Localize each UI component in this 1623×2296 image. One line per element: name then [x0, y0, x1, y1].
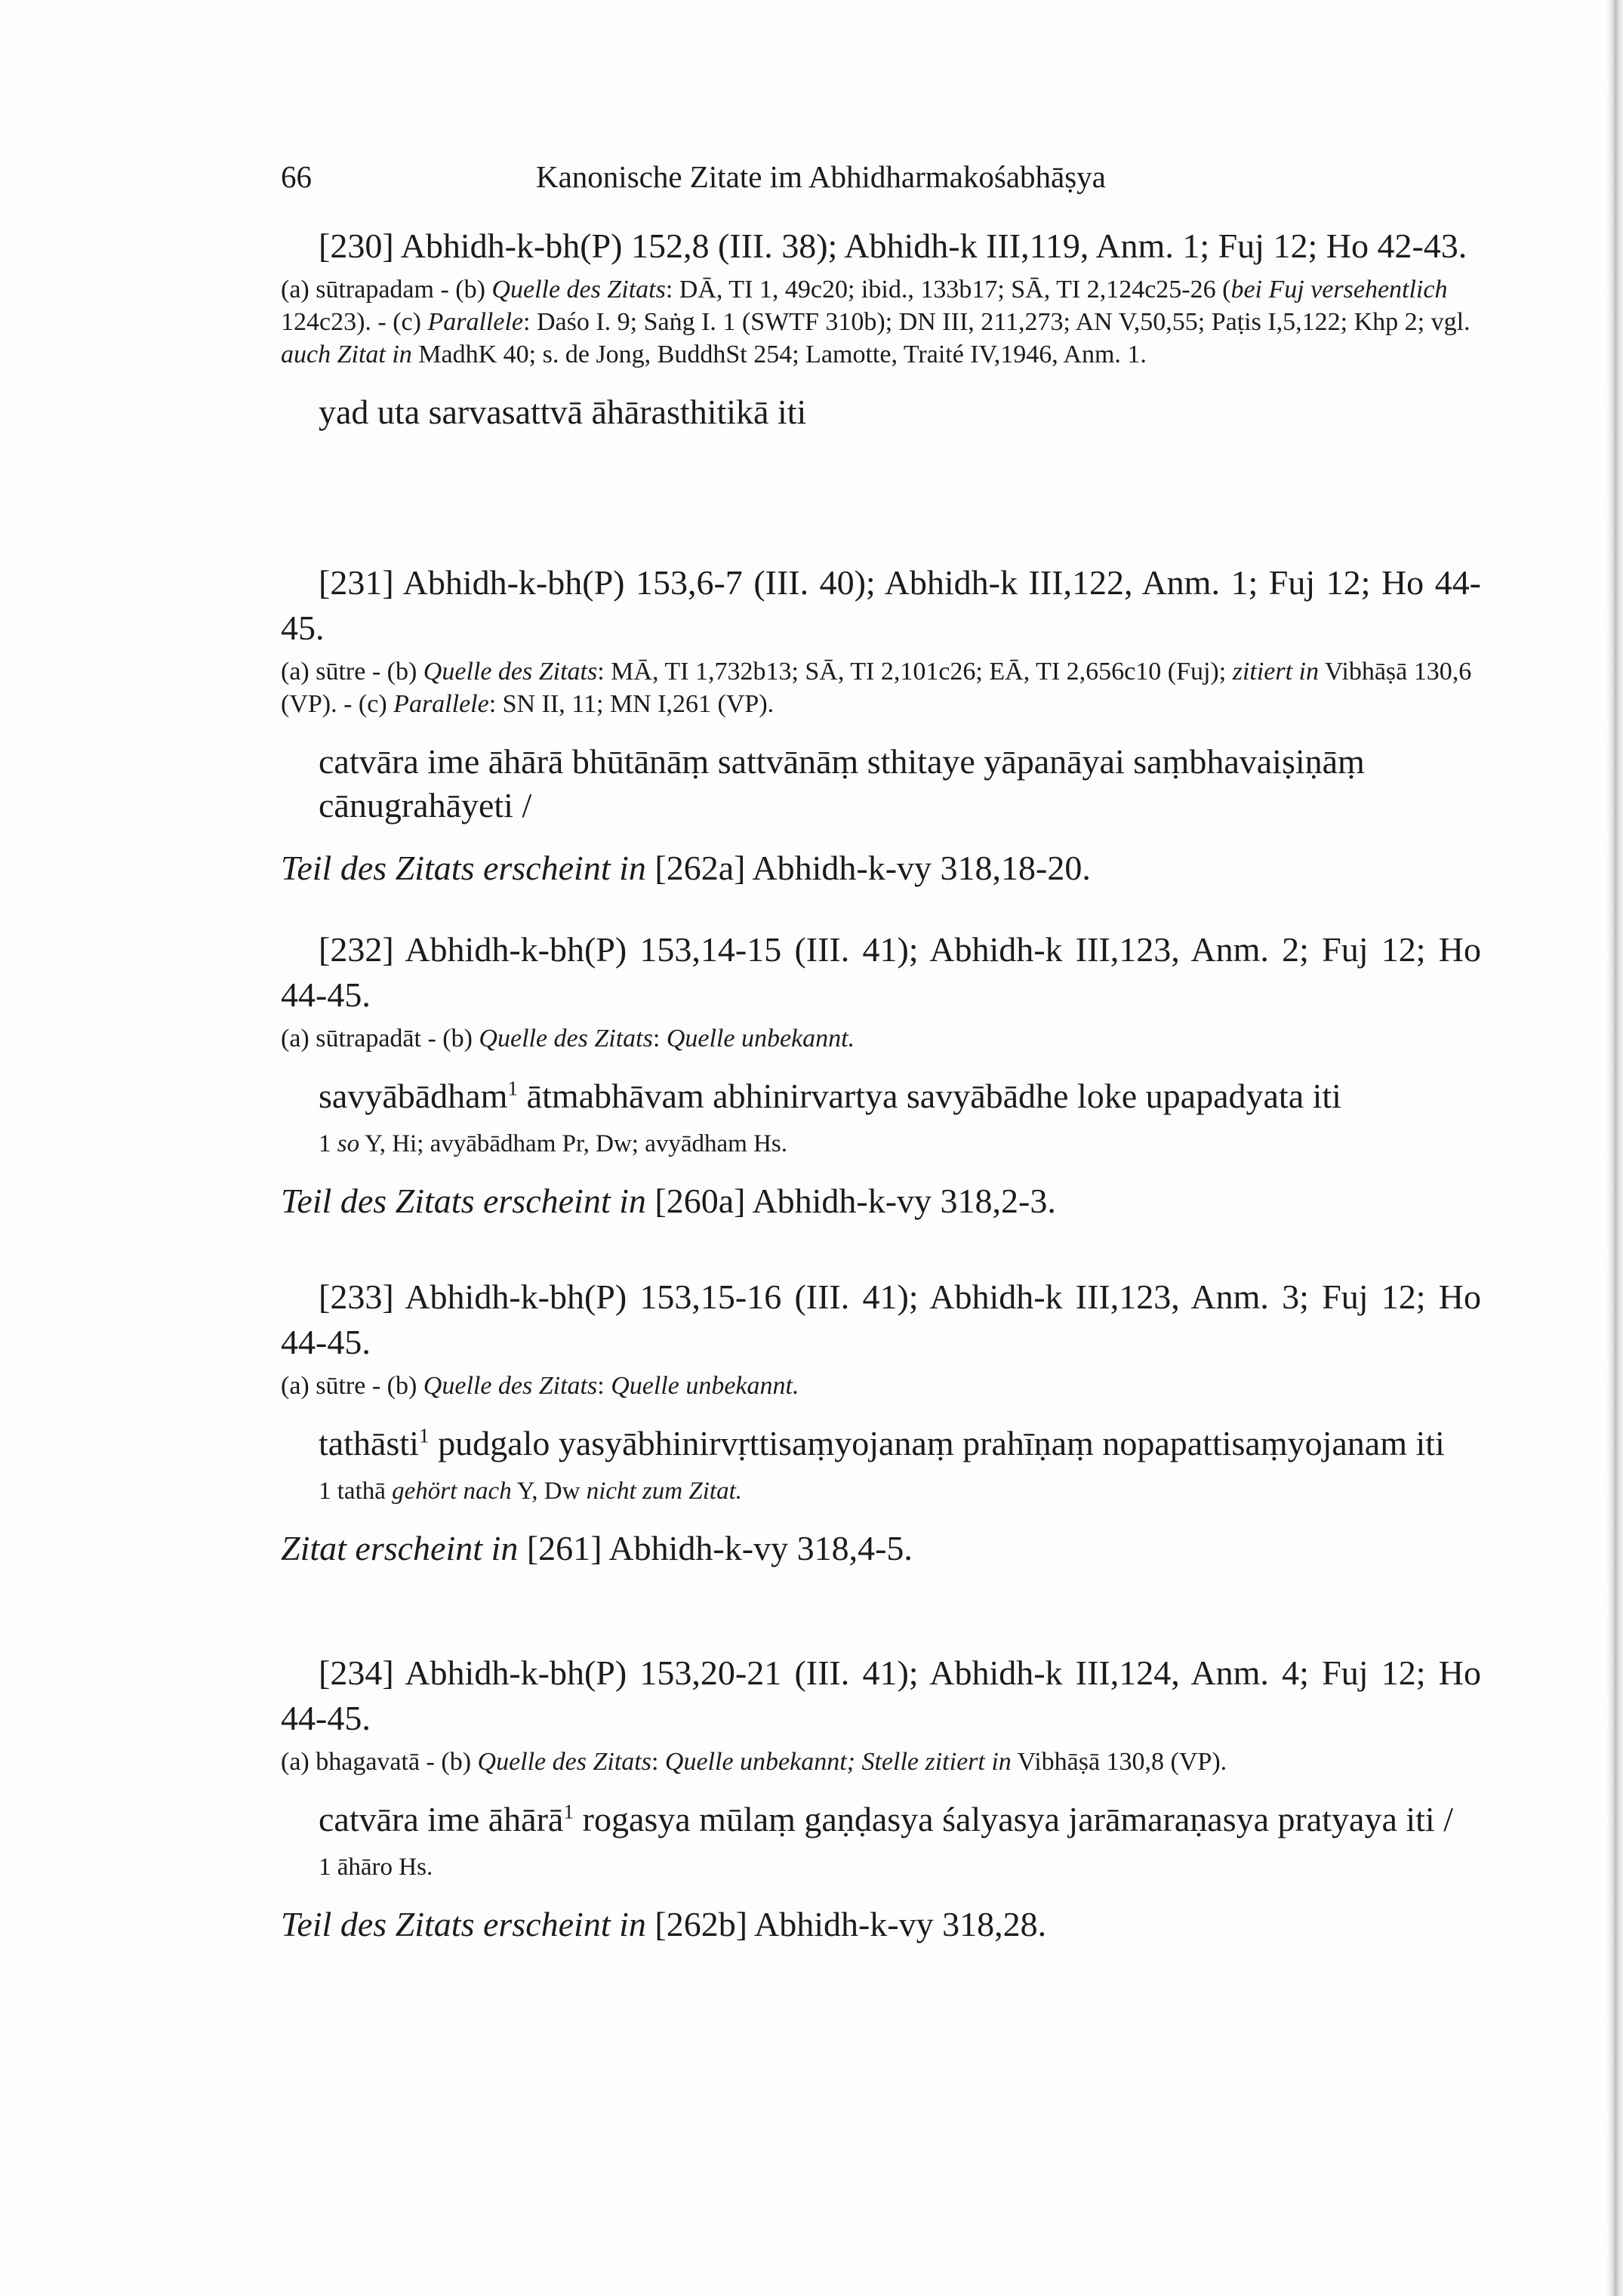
entry-heading: [230] Abhidh-k-bh(P) 152,8 (III. 38); Abhidh-k III,119, Anm. 1; Fuj 12; Ho 42-43.	[319, 227, 1467, 265]
scan-edge	[1606, 0, 1623, 2296]
entry-234	[281, 1650, 1481, 1947]
quote-text: catvāra ime āhārā$^1$ rogasya mūlaṃ gaṇḍasya śalyasya jarāmaraṇasya pratyaya iti /	[319, 1799, 1453, 1838]
footnote: 1 so Y, Hi; avyābādham Pr, Dw; avyādham Hs.	[319, 1130, 788, 1157]
entry-notes: (a) sūtrapadāt - (b) Quelle des Zitats: Quelle unbekannt.	[281, 1025, 855, 1052]
appears-in: Zitat erscheint in [261] Abhidh-k-vy 318,4-5.	[281, 1529, 913, 1567]
entry-notes: (a) sūtre - (b) Quelle des Zitats: Quelle unbekannt.	[281, 1372, 799, 1400]
entry-heading: [232] Abhidh-k-bh(P) 153,14-15 (III. 41); Abhidh-k III,123, Anm. 2; Fuj 12; Ho 44-45.	[281, 930, 1481, 1014]
appears-in: Teil des Zitats erscheint in [262b] Abhidh-k-vy 318,28.	[281, 1905, 1047, 1943]
quote-text: savyābādham$^1$ ātmabhāvam abhinirvartya savyābādhe loke upapadyata iti	[319, 1076, 1341, 1115]
entry-notes: (a) sūtrapadam - (b) Quelle des Zitats: DĀ, TI 1, 49c20; ibid., 133b17; SĀ, TI 2,124c25-26 (bei Fuj versehentlich 124c23). - (c) Parallele: Daśo I. 9; Saṅg I. 1 (SWTF 310b); DN III, 211,273; AN V,50,55; Paṭis I,5,122; Khp 2; vgl. auch Zitat in MadhK 40; s. de Jong, BuddhSt 254; Lamotte, Traité IV,1946, Anm. 1.	[281, 276, 1471, 368]
appears-in: Teil des Zitats erscheint in [262a] Abhidh-k-vy 318,18-20.	[281, 849, 1091, 887]
entry-232	[281, 927, 1481, 1224]
quote-text: catvāra ime āhārā bhūtānāṃ sattvānāṃ sthitaye yāpanāyai saṃbhavaiṣiṇāṃ cānugrahāyeti /	[319, 742, 1365, 824]
entry-heading: [234] Abhidh-k-bh(P) 153,20-21 (III. 41); Abhidh-k III,124, Anm. 4; Fuj 12; Ho 44-45.	[281, 1653, 1481, 1737]
entry-233	[281, 1274, 1481, 1571]
entry-231	[281, 560, 1481, 891]
running-title: Kanonische Zitate im Abhidharmakośabhāṣya	[536, 159, 1106, 194]
entry-230	[281, 223, 1481, 443]
footnote: 1 āhāro Hs.	[319, 1854, 433, 1881]
quote-text: tathāsti$^1$ pudgalo yasyābhinirvṛttisaṃyojanaṃ prahīṇaṃ nopapattisaṃyojanam iti	[319, 1423, 1445, 1462]
quote-text: yad uta sarvasattvā āhārasthitikā iti	[319, 393, 807, 431]
entry-notes: (a) sūtre - (b) Quelle des Zitats: MĀ, TI 1,732b13; SĀ, TI 2,101c26; EĀ, TI 2,656c10 (Fuj); zitiert in Vibhāṣā 130,6 (VP). - (c) Parallele: SN II, 11; MN I,261 (VP).	[281, 658, 1472, 718]
entry-heading: [233] Abhidh-k-bh(P) 153,15-16 (III. 41); Abhidh-k III,123, Anm. 3; Fuj 12; Ho 44-45.	[281, 1277, 1481, 1361]
entry-notes: (a) bhagavatā - (b) Quelle des Zitats: Quelle unbekannt; Stelle zitiert in Vibhāṣā 130,8 (VP).	[281, 1748, 1227, 1776]
appears-in: Teil des Zitats erscheint in [260a] Abhidh-k-vy 318,2-3.	[281, 1182, 1056, 1220]
page-number: 66	[281, 159, 312, 194]
entry-heading: [231] Abhidh-k-bh(P) 153,6-7 (III. 40); Abhidh-k III,122, Anm. 1; Fuj 12; Ho 44-45.	[281, 563, 1481, 647]
footnote: 1 tathā gehört nach Y, Dw nicht zum Zitat.	[319, 1478, 743, 1505]
